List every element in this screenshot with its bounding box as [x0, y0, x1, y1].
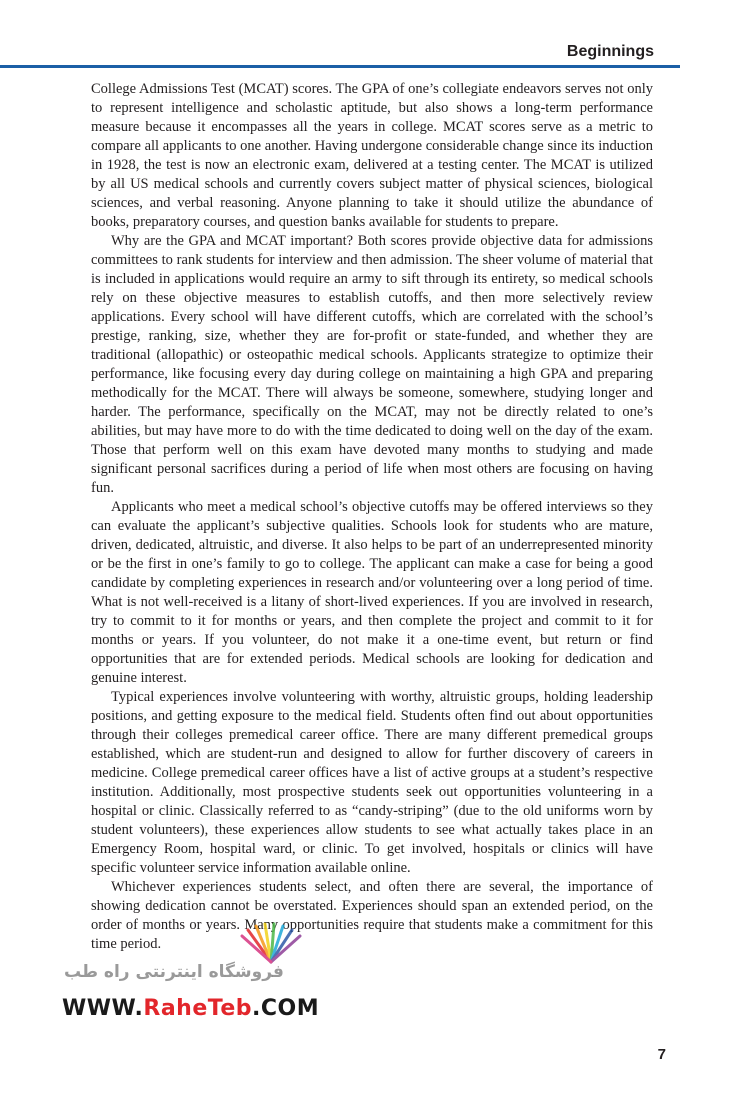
watermark-url [62, 996, 319, 1021]
body-text [91, 80, 653, 954]
watermark-url-prefix: WWW. [62, 996, 144, 1021]
running-head: Beginnings [566, 43, 654, 60]
paragraph-1: College Admissions Test (MCAT) scores. The GPA of one’s collegiate endeavors serves not only to represent intelligence and scholastic aptitude, but also shows a long-term performance measure because it encompasses all the years in college. MCAT scores serve as a metric to compare all applicants to one another. Having undergone considerable change since its induction in 1928, the test is now an electronic exam, delivered at a testing center. The MCAT is utilized by all US medical schools and currently covers subject matter of physical sciences, biological sciences, and verbal reasoning. Anyone planning to take it should utilize the abundance of books, preparatory courses, and question banks available for students to prepare. [91, 81, 653, 230]
watermark-url-suffix: .COM [252, 996, 320, 1021]
watermark-persian-text: فروشگاه اینترنتی راه طب [64, 962, 284, 982]
paragraph-4: Typical experiences involve volunteering with worthy, altruistic groups, holding leadership positions, and getting exposure to the medical field. Students often find out about opportunities through their colleges premedical career office. There are many different premedical groups established, which are student-run and designed to allow for further discovery of careers in medicine. College premedical career offices have a list of active groups at a student’s respective institution. Additionally, most prospective students seek out opportunities volunteering in a hospital or clinic. Classically referred to as “candy-striping” (due to the old uniforms worn by student volunteers), these experiences allow students to see what actually takes place in an Emergency Room, hospital ward, or clinic. To get involved, hospitals or clinics will have specific volunteer service information available online. [91, 689, 653, 876]
paragraph-5: Whichever experiences students select, and often there are several, the importance of showing dedication cannot be overstated. Experiences should span an extended period, on the order of months or years. Many opportunities require that students make a commitment for this time period. [91, 879, 653, 952]
header-rule [0, 65, 680, 68]
paragraph-2: Why are the GPA and MCAT important? Both scores provide objective data for admissions committees to rank students for interview and then admission. The sheer volume of material that is included in applications would require an army to sift through its entirety, so medical schools rely on these objective measures to establish cutoffs, and then more selectively review applications. Every school will have different cutoffs, which are correlated with the school’s prestige, ranking, size, whether they are for-profit or state-funded, and whether they are traditional (allopathic) or osteopathic medical schools. Applicants strategize to optimize their performance, like focusing every day during college on maintaining a high GPA and preparing methodically for the MCAT. There will always be someone, somewhere, studying longer and harder. The performance, specifically on the MCAT, may not be directly related to one’s abilities, but may have more to do with the time dedicated to doing well on the day of the exam. Those that perform well on this exam have devoted many months to studying and made significant personal sacrifices during a period of life when most others are focusing on having fun. [91, 233, 653, 496]
watermark-url-brand: RaheTeb [143, 996, 252, 1021]
paragraph-3: Applicants who meet a medical school’s objective cutoffs may be offered interviews so they can evaluate the applicant’s subjective qualities. Schools look for students who are mature, driven, dedicated, altruistic, and diverse. It also helps to be part of an underrepresented minority or be the first in one’s family to go to college. The applicant can make a case for being a good candidate by completing experiences in research and/or volunteering over a long period of time. What is not well-received is a litany of short-lived experiences. If you are involved in research, try to commit to it for months or years, and then complete the project and commit to it for months or years. If you volunteer, do not make it a one-time event, but return or find opportunities that are for extended periods. Medical schools are looking for dedication and genuine interest. [91, 499, 653, 686]
page-number: 7 [657, 1046, 666, 1063]
